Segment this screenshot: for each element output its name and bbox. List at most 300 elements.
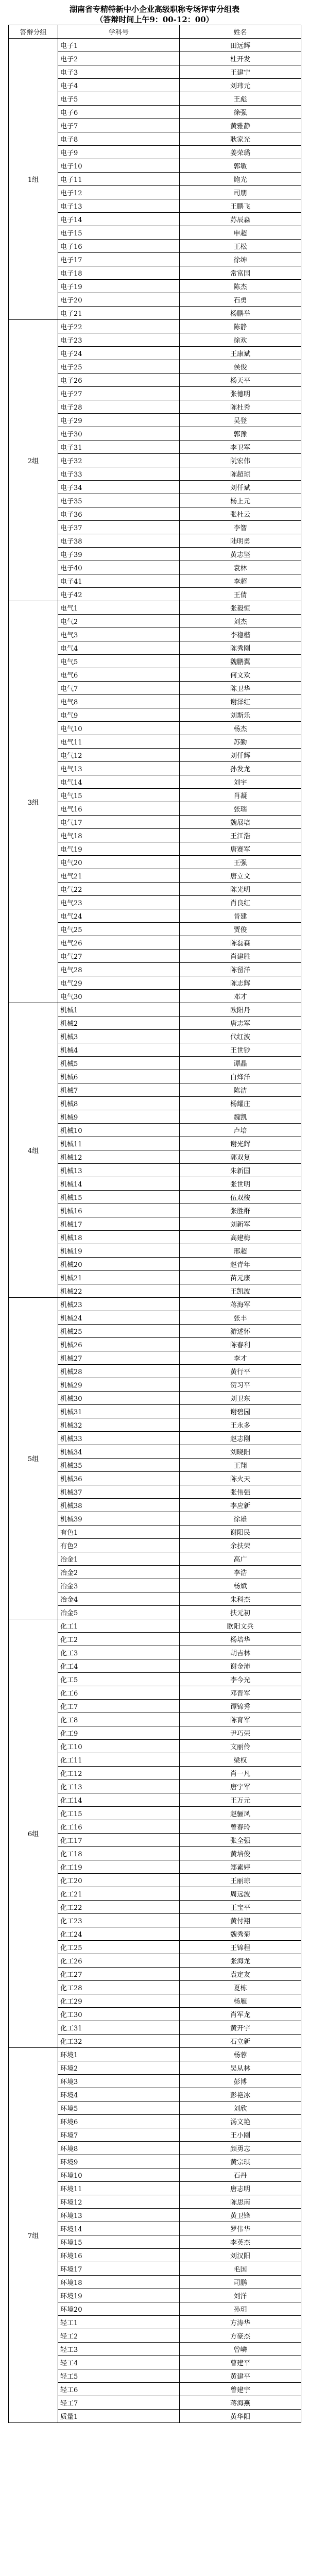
- name-cell: 耿家光: [180, 132, 301, 146]
- seq-cell: 有色1: [58, 1526, 180, 1539]
- name-cell: 王建宁: [180, 65, 301, 79]
- name-cell: 唐志明: [180, 2182, 301, 2195]
- seq-cell: 电子37: [58, 521, 180, 534]
- seq-cell: 电气15: [58, 789, 180, 802]
- name-cell: 王世钞: [180, 1043, 301, 1057]
- seq-cell: 电气19: [58, 842, 180, 856]
- name-cell: 游述怀: [180, 1325, 301, 1338]
- seq-cell: 化工17: [58, 1834, 180, 1847]
- seq-cell: 机械28: [58, 1365, 180, 1378]
- name-cell: 司朋: [180, 186, 301, 199]
- name-cell: 袁定友: [180, 1968, 301, 1981]
- name-cell: 王鹏飞: [180, 199, 301, 213]
- seq-cell: 环境9: [58, 2155, 180, 2168]
- seq-cell: 轻工3: [58, 2343, 180, 2356]
- seq-cell: 化工13: [58, 1780, 180, 1793]
- name-cell: 魏鹏翼: [180, 655, 301, 668]
- seq-cell: 化工3: [58, 1646, 180, 1659]
- seq-cell: 机械19: [58, 1244, 180, 1258]
- seq-cell: 电子33: [58, 467, 180, 481]
- name-cell: 谭锦秀: [180, 1700, 301, 1713]
- name-cell: 余扶荣: [180, 1539, 301, 1552]
- name-cell: 石丹: [180, 2168, 301, 2182]
- seq-cell: 机械16: [58, 1204, 180, 1217]
- seq-cell: 机械2: [58, 1016, 180, 1030]
- seq-cell: 电气29: [58, 976, 180, 990]
- name-cell: 黄开宇: [180, 2021, 301, 2035]
- seq-cell: 环境17: [58, 2262, 180, 2276]
- name-cell: 黄雅静: [180, 119, 301, 132]
- seq-cell: 冶金5: [58, 1606, 180, 1619]
- name-cell: 夏栋: [180, 1981, 301, 1994]
- title-line-2: （答辩时间上午9：00-12：00）: [95, 15, 214, 24]
- seq-cell: 化工29: [58, 1994, 180, 2008]
- name-cell: 杨天平: [180, 374, 301, 387]
- name-cell: 杨雁: [180, 1994, 301, 2008]
- seq-cell: 电子42: [58, 588, 180, 601]
- seq-cell: 电子36: [58, 507, 180, 521]
- seq-cell: 化工12: [58, 1767, 180, 1780]
- name-cell: 李稳楷: [180, 628, 301, 641]
- seq-cell: 电气14: [58, 775, 180, 789]
- name-cell: 邢超: [180, 1244, 301, 1258]
- seq-cell: 电子17: [58, 253, 180, 266]
- seq-cell: 电子5: [58, 92, 180, 106]
- seq-cell: 化工30: [58, 2008, 180, 2021]
- seq-cell: 环境13: [58, 2209, 180, 2222]
- seq-cell: 环境20: [58, 2302, 180, 2316]
- name-cell: 阮宏伟: [180, 454, 301, 467]
- seq-cell: 电气5: [58, 655, 180, 668]
- name-cell: 郭敏: [180, 159, 301, 173]
- seq-cell: 电子41: [58, 574, 180, 588]
- group-label: 3组: [9, 601, 58, 1003]
- name-cell: 周远波: [180, 1887, 301, 1901]
- name-cell: 邓才: [180, 990, 301, 1003]
- seq-cell: 机械17: [58, 1217, 180, 1231]
- name-cell: 李应新: [180, 1499, 301, 1512]
- name-cell: 杨培华: [180, 1633, 301, 1646]
- name-cell: 曾建宇: [180, 2383, 301, 2396]
- seq-cell: 机械38: [58, 1499, 180, 1512]
- seq-cell: 化工18: [58, 1847, 180, 1860]
- name-cell: 谢阳民: [180, 1526, 301, 1539]
- name-cell: 石勇: [180, 293, 301, 307]
- seq-cell: 电子27: [58, 387, 180, 400]
- header-group: 答辩分组: [9, 25, 58, 39]
- seq-cell: 机械10: [58, 1124, 180, 1137]
- table-row: [9, 1619, 301, 1633]
- seq-cell: 机械11: [58, 1137, 180, 1150]
- name-cell: 刘卫东: [180, 1392, 301, 1405]
- document-title: [0, 0, 309, 25]
- seq-cell: 机械33: [58, 1432, 180, 1445]
- name-cell: 王倩: [180, 588, 301, 601]
- seq-cell: 机械35: [58, 1459, 180, 1472]
- name-cell: 郑素婷: [180, 1860, 301, 1874]
- name-cell: 王万元: [180, 1793, 301, 1807]
- seq-cell: 电子11: [58, 173, 180, 186]
- name-cell: 黄建平: [180, 2369, 301, 2383]
- name-cell: 尹巧荣: [180, 1726, 301, 1740]
- name-cell: 陈静: [180, 320, 301, 333]
- seq-cell: 环境8: [58, 2142, 180, 2155]
- seq-cell: 环境14: [58, 2222, 180, 2235]
- seq-cell: 机械23: [58, 1298, 180, 1311]
- seq-cell: 电气16: [58, 802, 180, 816]
- name-cell: 唐立文: [180, 869, 301, 883]
- seq-cell: 电气13: [58, 762, 180, 775]
- name-cell: 高广: [180, 1552, 301, 1566]
- seq-cell: 电气1: [58, 601, 180, 615]
- seq-cell: 电子20: [58, 293, 180, 307]
- table-body: [9, 39, 301, 2423]
- name-cell: 贺习平: [180, 1378, 301, 1392]
- seq-cell: 机械39: [58, 1512, 180, 1526]
- name-cell: 李才: [180, 1351, 301, 1365]
- name-cell: 昔建: [180, 909, 301, 923]
- seq-cell: 电子28: [58, 400, 180, 414]
- seq-cell: 电气23: [58, 896, 180, 909]
- seq-cell: 化工24: [58, 1927, 180, 1941]
- name-cell: 李超: [180, 574, 301, 588]
- header-name: 姓名: [180, 25, 301, 39]
- seq-cell: 机械26: [58, 1338, 180, 1351]
- name-cell: 谢光辉: [180, 1137, 301, 1150]
- seq-cell: 电子24: [58, 347, 180, 360]
- name-cell: 谭晶: [180, 1057, 301, 1070]
- seq-cell: 电子35: [58, 494, 180, 507]
- name-cell: 毛国: [180, 2262, 301, 2276]
- name-cell: 黄培俊: [180, 1847, 301, 1860]
- name-cell: 黄卫锋: [180, 2209, 301, 2222]
- table-header-row: [9, 25, 301, 39]
- seq-cell: 化工32: [58, 2035, 180, 2048]
- seq-cell: 化工22: [58, 1901, 180, 1914]
- seq-cell: 电子40: [58, 561, 180, 574]
- name-cell: 刘晓阳: [180, 1445, 301, 1459]
- seq-cell: 化工8: [58, 1713, 180, 1726]
- name-cell: 杨耀庄: [180, 1097, 301, 1110]
- name-cell: 李卫军: [180, 440, 301, 454]
- seq-cell: 机械5: [58, 1057, 180, 1070]
- name-cell: 方豪杰: [180, 2329, 301, 2343]
- name-cell: 孙发龙: [180, 762, 301, 775]
- group-label: 6组: [9, 1619, 58, 2048]
- seq-cell: 环境12: [58, 2195, 180, 2209]
- seq-cell: 机械6: [58, 1070, 180, 1083]
- name-cell: 王丽琼: [180, 1874, 301, 1887]
- seq-cell: 化工21: [58, 1887, 180, 1901]
- seq-cell: 化工16: [58, 1820, 180, 1834]
- name-cell: 陈志辉: [180, 976, 301, 990]
- seq-cell: 电子4: [58, 79, 180, 92]
- name-cell: 刘仟辉: [180, 749, 301, 762]
- seq-cell: 电气7: [58, 682, 180, 695]
- seq-cell: 化工31: [58, 2021, 180, 2035]
- group-label: 2组: [9, 320, 58, 601]
- name-cell: 田远辉: [180, 39, 301, 52]
- name-cell: 杜开发: [180, 52, 301, 65]
- seq-cell: 电气27: [58, 950, 180, 963]
- seq-cell: 机械4: [58, 1043, 180, 1057]
- name-cell: 谢金沛: [180, 1659, 301, 1673]
- seq-cell: 化工5: [58, 1673, 180, 1686]
- name-cell: 蒋海军: [180, 1298, 301, 1311]
- seq-cell: 电气21: [58, 869, 180, 883]
- seq-cell: 电子8: [58, 132, 180, 146]
- name-cell: 李英杰: [180, 2235, 301, 2249]
- name-cell: 常富国: [180, 266, 301, 280]
- name-cell: 黄行平: [180, 1365, 301, 1378]
- name-cell: 肖建胜: [180, 950, 301, 963]
- seq-cell: 化工1: [58, 1619, 180, 1633]
- name-cell: 唐赛军: [180, 842, 301, 856]
- seq-cell: 电气24: [58, 909, 180, 923]
- name-cell: 杨杰: [180, 722, 301, 735]
- name-cell: 张世明: [180, 1177, 301, 1191]
- seq-cell: 化工7: [58, 1700, 180, 1713]
- seq-cell: 电子3: [58, 65, 180, 79]
- name-cell: 方涛华: [180, 2316, 301, 2329]
- seq-cell: 电子25: [58, 360, 180, 374]
- name-cell: 肖凝: [180, 789, 301, 802]
- name-cell: 陈杰: [180, 280, 301, 293]
- name-cell: 胡吉林: [180, 1646, 301, 1659]
- seq-cell: 冶金4: [58, 1592, 180, 1606]
- name-cell: 黄华阳: [180, 2410, 301, 2423]
- seq-cell: 机械3: [58, 1030, 180, 1043]
- name-cell: 伍双梭: [180, 1191, 301, 1204]
- title-line-1: 湖南省专精特新中小企业高级职称专场评审分组表: [69, 5, 239, 14]
- table-row: [9, 1298, 301, 1311]
- seq-cell: 化工25: [58, 1941, 180, 1954]
- seq-cell: 机械8: [58, 1097, 180, 1110]
- name-cell: 谢碧园: [180, 1405, 301, 1418]
- seq-cell: 化工4: [58, 1659, 180, 1673]
- name-cell: 杨蓉: [180, 2048, 301, 2061]
- name-cell: 刘新军: [180, 1217, 301, 1231]
- name-cell: 陈磊森: [180, 936, 301, 950]
- seq-cell: 电气25: [58, 923, 180, 936]
- seq-cell: 电子7: [58, 119, 180, 132]
- seq-cell: 电气18: [58, 829, 180, 842]
- seq-cell: 电子23: [58, 333, 180, 347]
- group-label: 5组: [9, 1298, 58, 1619]
- seq-cell: 化工15: [58, 1807, 180, 1820]
- seq-cell: 轻工6: [58, 2383, 180, 2396]
- name-cell: 何文欢: [180, 668, 301, 682]
- name-cell: 王凯波: [180, 1284, 301, 1298]
- seq-cell: 机械31: [58, 1405, 180, 1418]
- seq-cell: 机械22: [58, 1284, 180, 1298]
- name-cell: 李今光: [180, 1673, 301, 1686]
- seq-cell: 电子21: [58, 307, 180, 320]
- name-cell: 罗伟华: [180, 2222, 301, 2235]
- seq-cell: 电气3: [58, 628, 180, 641]
- seq-cell: 电子30: [58, 427, 180, 440]
- name-cell: 陈超琼: [180, 467, 301, 481]
- seq-cell: 化工2: [58, 1633, 180, 1646]
- seq-cell: 环境3: [58, 2075, 180, 2088]
- seq-cell: 化工14: [58, 1793, 180, 1807]
- name-cell: 王永多: [180, 1418, 301, 1432]
- name-cell: 杨鹏举: [180, 307, 301, 320]
- name-cell: 徐欢: [180, 333, 301, 347]
- seq-cell: 机械21: [58, 1271, 180, 1284]
- name-cell: 彭博: [180, 2075, 301, 2088]
- name-cell: 王江浩: [180, 829, 301, 842]
- name-cell: 王松: [180, 240, 301, 253]
- seq-cell: 电子29: [58, 414, 180, 427]
- seq-cell: 电子1: [58, 39, 180, 52]
- seq-cell: 电子38: [58, 534, 180, 548]
- seq-cell: 环境15: [58, 2235, 180, 2249]
- name-cell: 陈春利: [180, 1338, 301, 1351]
- seq-cell: 环境4: [58, 2088, 180, 2102]
- seq-cell: 机械30: [58, 1392, 180, 1405]
- seq-cell: 轻工1: [58, 2316, 180, 2329]
- name-cell: 王彪: [180, 92, 301, 106]
- seq-cell: 化工6: [58, 1686, 180, 1700]
- name-cell: 彭艳冰: [180, 2088, 301, 2102]
- seq-cell: 电气30: [58, 990, 180, 1003]
- seq-cell: 环境19: [58, 2289, 180, 2302]
- name-cell: 姜荣璐: [180, 146, 301, 159]
- name-cell: 黄宗琪: [180, 2155, 301, 2168]
- name-cell: 徐绅: [180, 253, 301, 266]
- seq-cell: 电气11: [58, 735, 180, 749]
- name-cell: 王小刚: [180, 2128, 301, 2142]
- seq-cell: 机械18: [58, 1231, 180, 1244]
- name-cell: 刘斯乐: [180, 708, 301, 722]
- seq-cell: 机械32: [58, 1418, 180, 1432]
- name-cell: 李浩: [180, 1566, 301, 1579]
- name-cell: 白烽洋: [180, 1070, 301, 1083]
- name-cell: 魏展培: [180, 816, 301, 829]
- name-cell: 黄志坚: [180, 548, 301, 561]
- table-row: [9, 320, 301, 333]
- seq-cell: 电气22: [58, 883, 180, 896]
- seq-cell: 电子18: [58, 266, 180, 280]
- name-cell: 侯俊: [180, 360, 301, 374]
- seq-cell: 化工28: [58, 1981, 180, 1994]
- seq-cell: 电气12: [58, 749, 180, 762]
- seq-cell: 化工10: [58, 1740, 180, 1753]
- seq-cell: 质量1: [58, 2410, 180, 2423]
- name-cell: 徐强: [180, 106, 301, 119]
- seq-cell: 机械20: [58, 1258, 180, 1271]
- seq-cell: 电子34: [58, 481, 180, 494]
- seq-cell: 电子32: [58, 454, 180, 467]
- name-cell: 袁林: [180, 561, 301, 574]
- seq-cell: 机械7: [58, 1083, 180, 1097]
- name-cell: 肖一凡: [180, 1767, 301, 1780]
- seq-cell: 机械13: [58, 1164, 180, 1177]
- seq-cell: 电子10: [58, 159, 180, 173]
- name-cell: 肖良红: [180, 896, 301, 909]
- name-cell: 张瑞: [180, 802, 301, 816]
- name-cell: 司鹏: [180, 2276, 301, 2289]
- name-cell: 刘玮元: [180, 79, 301, 92]
- seq-cell: 电气17: [58, 816, 180, 829]
- seq-cell: 机械15: [58, 1191, 180, 1204]
- name-cell: 曹建平: [180, 2356, 301, 2369]
- header-seq: 学科号: [58, 25, 180, 39]
- name-cell: 王翔: [180, 1459, 301, 1472]
- seq-cell: 电子15: [58, 226, 180, 240]
- seq-cell: 电子12: [58, 186, 180, 199]
- name-cell: 魏凯: [180, 1110, 301, 1124]
- seq-cell: 轻工5: [58, 2369, 180, 2383]
- name-cell: 张海龙: [180, 1954, 301, 1968]
- seq-cell: 电子13: [58, 199, 180, 213]
- name-cell: 赵青年: [180, 1258, 301, 1271]
- seq-cell: 化工19: [58, 1860, 180, 1874]
- seq-cell: 环境1: [58, 2048, 180, 2061]
- seq-cell: 电子14: [58, 213, 180, 226]
- name-cell: 张丰: [180, 1311, 301, 1325]
- seq-cell: 化工20: [58, 1874, 180, 1887]
- name-cell: 苗元康: [180, 1271, 301, 1284]
- name-cell: 陈光明: [180, 883, 301, 896]
- seq-cell: 电子31: [58, 440, 180, 454]
- name-cell: 刘洋: [180, 2289, 301, 2302]
- name-cell: 蒋海燕: [180, 2396, 301, 2410]
- name-cell: 扶元初: [180, 1606, 301, 1619]
- name-cell: 张伟强: [180, 1485, 301, 1499]
- seq-cell: 电子19: [58, 280, 180, 293]
- table-row: [9, 1003, 301, 1016]
- name-cell: 陈留洋: [180, 963, 301, 976]
- name-cell: 郭双复: [180, 1150, 301, 1164]
- name-cell: 石立新: [180, 2035, 301, 2048]
- seq-cell: 化工26: [58, 1954, 180, 1968]
- seq-cell: 电气6: [58, 668, 180, 682]
- name-cell: 孙玥: [180, 2302, 301, 2316]
- seq-cell: 冶金2: [58, 1566, 180, 1579]
- table-row: [9, 2048, 301, 2061]
- seq-cell: 有色2: [58, 1539, 180, 1552]
- name-cell: 陆明勇: [180, 534, 301, 548]
- name-cell: 唐志军: [180, 1016, 301, 1030]
- name-cell: 陈秀刚: [180, 641, 301, 655]
- seq-cell: 轻工7: [58, 2396, 180, 2410]
- group-label: 4组: [9, 1003, 58, 1298]
- name-cell: 朱科杰: [180, 1592, 301, 1606]
- table-row: [9, 601, 301, 615]
- name-cell: 陈育军: [180, 1713, 301, 1726]
- name-cell: 王锦程: [180, 1941, 301, 1954]
- name-cell: 张全强: [180, 1834, 301, 1847]
- seq-cell: 电气26: [58, 936, 180, 950]
- name-cell: 陈卫华: [180, 682, 301, 695]
- name-cell: 张德明: [180, 387, 301, 400]
- seq-cell: 化工27: [58, 1968, 180, 1981]
- name-cell: 汤文艳: [180, 2115, 301, 2128]
- name-cell: 刘汉阳: [180, 2249, 301, 2262]
- seq-cell: 电气10: [58, 722, 180, 735]
- name-cell: 杨斌: [180, 1579, 301, 1592]
- seq-cell: 机械12: [58, 1150, 180, 1164]
- seq-cell: 机械25: [58, 1325, 180, 1338]
- name-cell: 曾春玲: [180, 1820, 301, 1834]
- seq-cell: 电气9: [58, 708, 180, 722]
- name-cell: 赵志刚: [180, 1432, 301, 1445]
- name-cell: 朱新国: [180, 1164, 301, 1177]
- name-cell: 刘仟斌: [180, 481, 301, 494]
- name-cell: 曾嶙: [180, 2343, 301, 2356]
